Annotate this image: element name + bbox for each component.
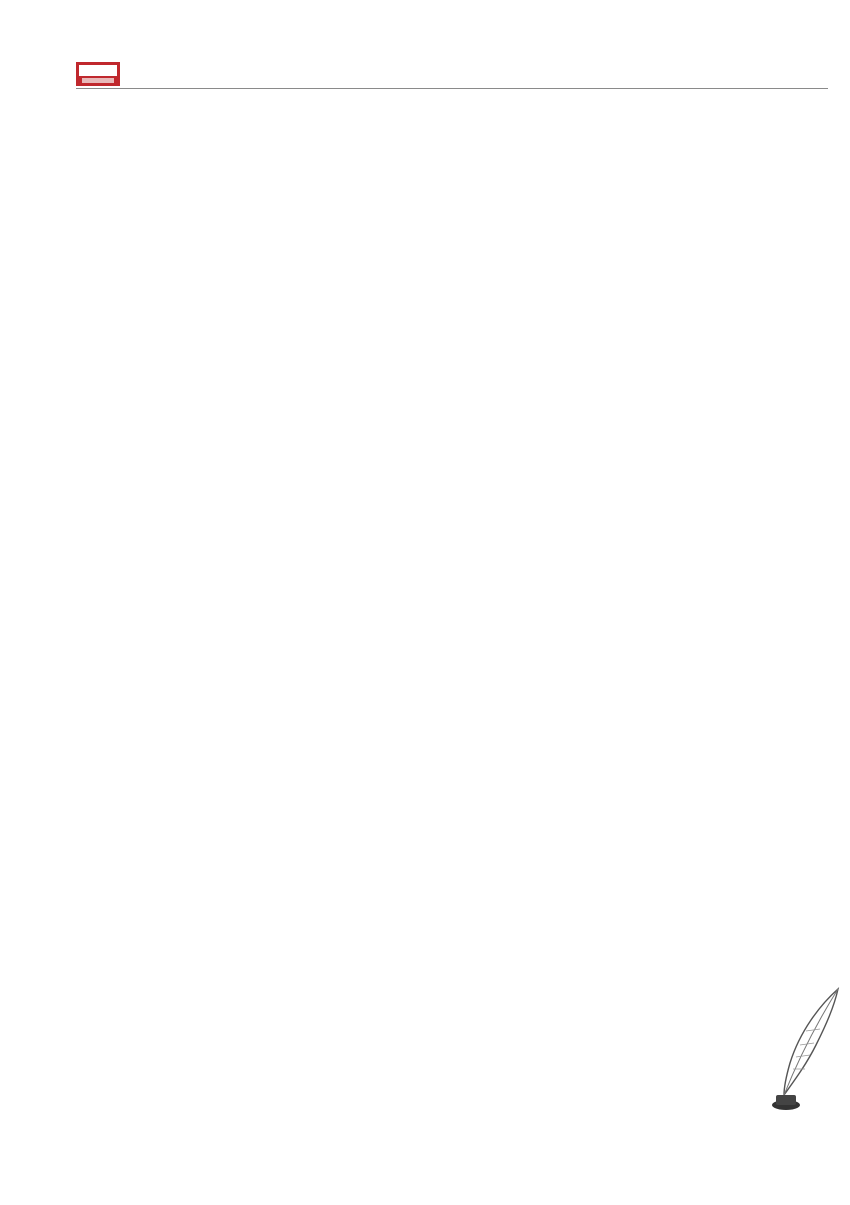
quill-pen-icon <box>760 985 850 1115</box>
brand-logo-icon <box>76 62 120 86</box>
header-divider <box>76 88 828 89</box>
page-header <box>0 0 850 100</box>
